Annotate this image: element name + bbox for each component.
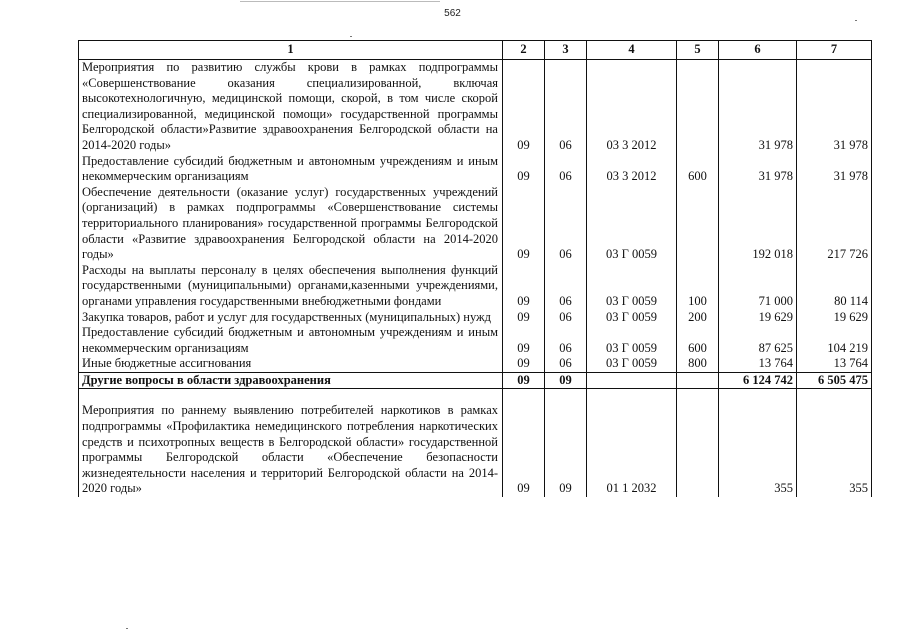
row-subsection: 06	[545, 60, 587, 154]
row-name: Иные бюджетные ассигнования	[79, 356, 503, 372]
row-name: Предоставление субсидий бюджетным и автономным учреждениям и иным некоммерческим организациям	[79, 325, 503, 356]
row-section: 09	[503, 154, 545, 185]
row-section: 09	[503, 372, 545, 389]
row-sum-1: 31 978	[719, 60, 797, 154]
row-section: 09	[503, 356, 545, 372]
row-sum-1: 13 764	[719, 356, 797, 372]
row-name: Мероприятия по развитию службы крови в рамках подпрограммы «Совершенствование оказания специализированной, включая высокотехнологичную, медицинской помощи, скорой, в том числе скорой специализированной, медицинской помощи» государственной программы Белгородской области»Развитие здравоохранения Белгородской области на 2014-2020 годы»	[79, 60, 503, 154]
row-target-code: 03 Г 0059	[587, 185, 677, 263]
column-header: 7	[797, 41, 872, 60]
row-name: Другие вопросы в области здравоохранения	[79, 372, 503, 389]
row-sum-2: 31 978	[797, 60, 872, 154]
row-subsection: 06	[545, 154, 587, 185]
row-target-code: 03 Г 0059	[587, 310, 677, 326]
row-sum-1: 19 629	[719, 310, 797, 326]
scan-speck	[855, 20, 857, 21]
table-row	[79, 263, 872, 310]
row-sum-2: 80 114	[797, 263, 872, 310]
table-row	[79, 154, 872, 185]
row-expense-type	[677, 60, 719, 154]
row-expense-type	[677, 185, 719, 263]
row-subsection: 09	[545, 372, 587, 389]
column-header: 3	[545, 41, 587, 60]
table-row	[79, 60, 872, 154]
row-target-code: 03 Г 0059	[587, 263, 677, 310]
row-sum-1: 192 018	[719, 185, 797, 263]
column-header: 6	[719, 41, 797, 60]
row-sum-2: 31 978	[797, 154, 872, 185]
row-subsection: 06	[545, 263, 587, 310]
column-header: 1	[79, 41, 503, 60]
row-subsection: 06	[545, 310, 587, 326]
row-target-code: 03 3 2012	[587, 60, 677, 154]
budget-table	[78, 40, 872, 497]
row-target-code: 03 Г 0059	[587, 325, 677, 356]
row-target-code	[587, 372, 677, 389]
table-row	[79, 403, 872, 497]
row-section: 09	[503, 310, 545, 326]
table-row	[79, 310, 872, 326]
row-section: 09	[503, 325, 545, 356]
row-sum-1: 71 000	[719, 263, 797, 310]
row-sum-1: 31 978	[719, 154, 797, 185]
scan-speck	[350, 36, 352, 37]
row-name: Предоставление субсидий бюджетным и автономным учреждениям и иным некоммерческим организациям	[79, 154, 503, 185]
row-expense-type: 600	[677, 154, 719, 185]
row-sum-1: 6 124 742	[719, 372, 797, 389]
row-sum-2: 13 764	[797, 356, 872, 372]
row-section: 09	[503, 263, 545, 310]
scan-top-rule	[240, 1, 440, 2]
row-expense-type: 200	[677, 310, 719, 326]
row-subsection: 06	[545, 325, 587, 356]
row-sum-1: 87 625	[719, 325, 797, 356]
row-sum-2: 217 726	[797, 185, 872, 263]
row-name: Закупка товаров, работ и услуг для государственных (муниципальных) нужд	[79, 310, 503, 326]
row-sum-2: 19 629	[797, 310, 872, 326]
table-row	[79, 356, 872, 372]
row-subsection: 06	[545, 185, 587, 263]
table-row-total	[79, 372, 872, 389]
row-expense-type: 100	[677, 263, 719, 310]
row-expense-type: 800	[677, 356, 719, 372]
row-sum-2: 6 505 475	[797, 372, 872, 389]
row-section: 09	[503, 60, 545, 154]
row-name: Обеспечение деятельности (оказание услуг) государственных учреждений (организаций) в рамках подпрограммы «Совершенствование системы территориального планирования» государственной программы Белгородской области «Развитие здравоохранения Белгородской области на 2014-2020 годы»	[79, 185, 503, 263]
table-row	[79, 185, 872, 263]
row-subsection: 06	[545, 356, 587, 372]
row-expense-type: 600	[677, 325, 719, 356]
row-sum-1: 355	[719, 403, 797, 497]
row-name: Расходы на выплаты персоналу в целях обеспечения выполнения функций государственными (муниципальными) органами,казенными учреждениями, органами управления государственными внебюджетными фондами	[79, 263, 503, 310]
row-target-code: 03 Г 0059	[587, 356, 677, 372]
row-sum-2: 104 219	[797, 325, 872, 356]
row-expense-type	[677, 403, 719, 497]
row-expense-type	[677, 372, 719, 389]
table-header-row	[79, 41, 872, 60]
table-row	[79, 325, 872, 356]
row-sum-2: 355	[797, 403, 872, 497]
row-target-code: 03 3 2012	[587, 154, 677, 185]
row-section: 09	[503, 403, 545, 497]
scan-speck	[126, 628, 128, 629]
column-header: 2	[503, 41, 545, 60]
row-target-code: 01 1 2032	[587, 403, 677, 497]
column-header: 4	[587, 41, 677, 60]
row-name: Мероприятия по раннему выявлению потребителей наркотиков в рамках подпрограммы «Профилактика немедицинского потребления наркотических средств и психотропных веществ в Белгородской области» государственной программы Белгородской области «Обеспечение безопасности жизнедеятельности населения и территорий Белгородской области на 2014-2020 годы»	[79, 403, 503, 497]
row-subsection: 09	[545, 403, 587, 497]
row-section: 09	[503, 185, 545, 263]
page-number: 562	[444, 8, 461, 19]
table-spacer-row	[79, 389, 872, 404]
column-header: 5	[677, 41, 719, 60]
